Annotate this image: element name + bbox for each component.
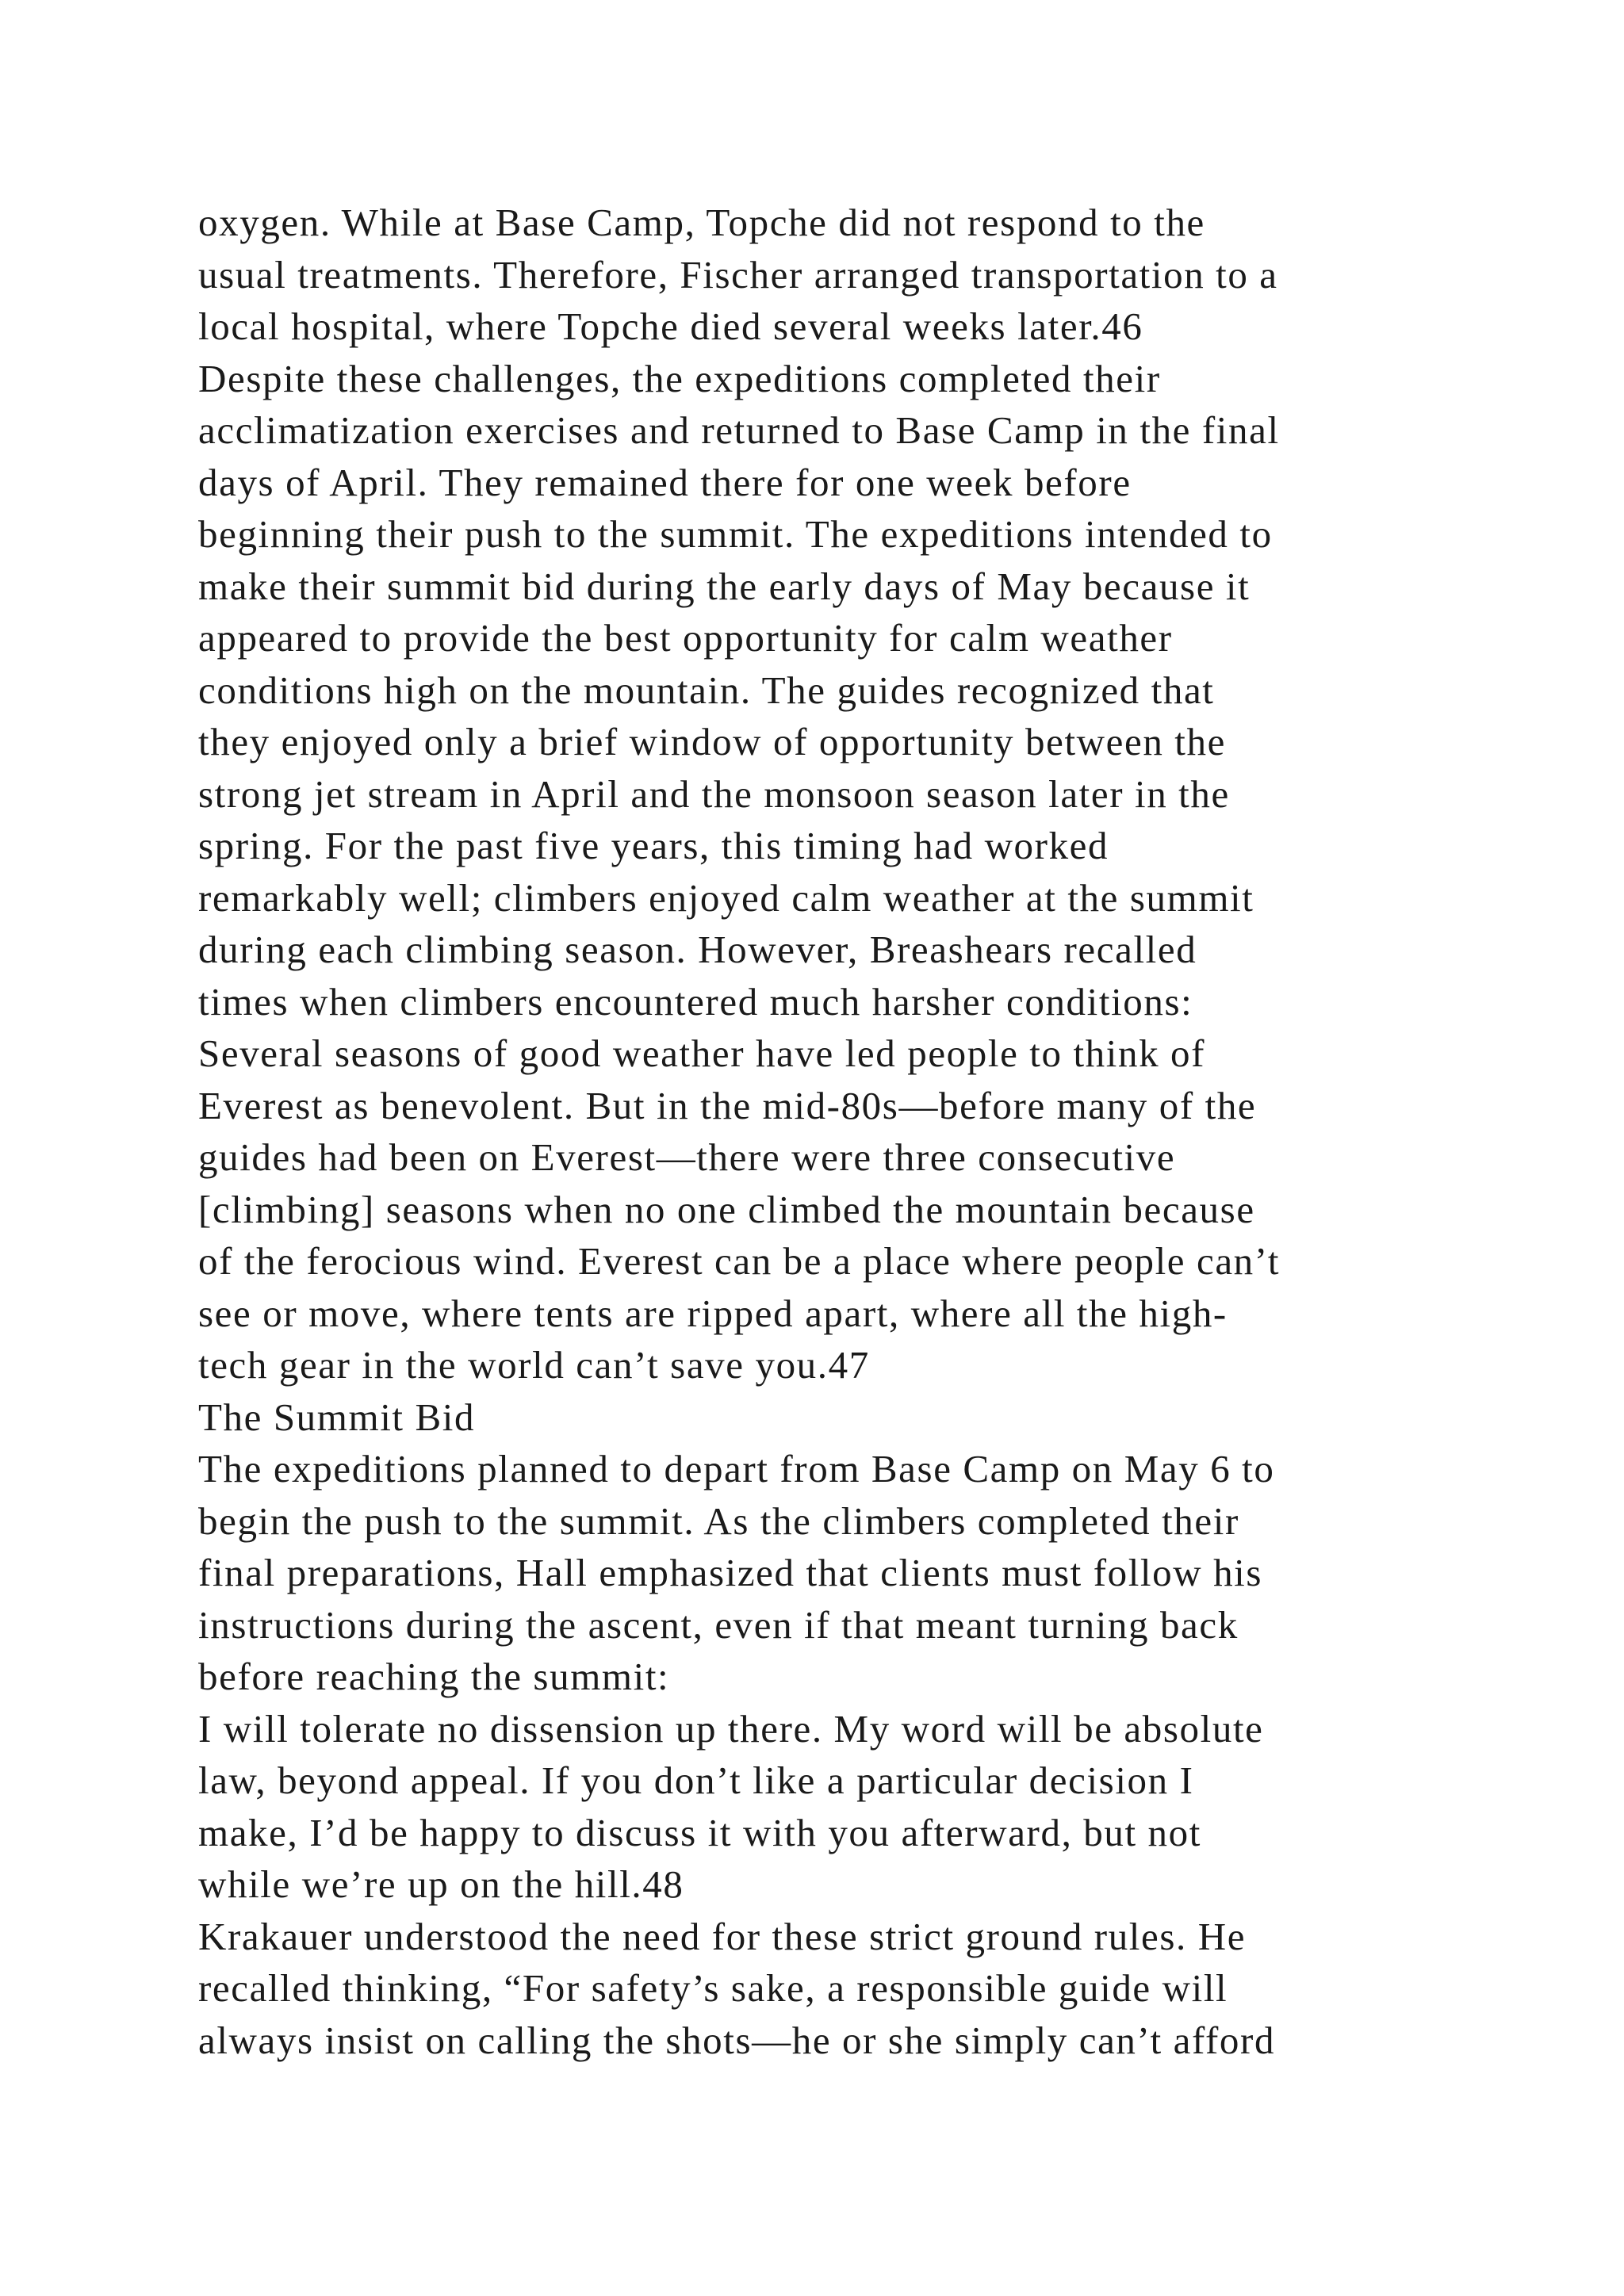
text-line: make their summit bid during the early days of May because it [198, 564, 1251, 608]
body-text [198, 197, 1515, 2066]
text-line: see or move, where tents are ripped apart, where all the high- [198, 1291, 1228, 1335]
text-line: final preparations, Hall emphasized that clients must follow his [198, 1551, 1263, 1594]
section-heading: The Summit Bid [198, 1395, 476, 1439]
text-line: I will tolerate no dissension up there. My word will be absolute [198, 1706, 1264, 1751]
text-line: appeared to provide the best opportunity for calm weather [198, 616, 1173, 660]
text-line: strong jet stream in April and the monsoon season later in the [198, 771, 1230, 816]
text-line: always insist on calling the shots—he or she simply can’t afford [198, 2018, 1276, 2062]
text-line: recalled thinking, “For safety’s sake, a responsible guide will [198, 1966, 1228, 2010]
text-line: during each climbing season. However, Breashears recalled [198, 928, 1197, 971]
text-line: beginning their push to the summit. The expeditions intended to [198, 512, 1273, 556]
text-line: instructions during the ascent, even if that meant turning back [198, 1602, 1239, 1647]
text-line: make, I’d be happy to discuss it with you afterward, but not [198, 1810, 1201, 1854]
text-line: while we’re up on the hill.48 [198, 1862, 684, 1906]
text-line: Despite these challenges, the expeditions completed their [198, 356, 1161, 400]
text-line: guides had been on Everest—there were three consecutive [198, 1135, 1176, 1179]
text-line: Krakauer understood the need for these strict ground rules. He [198, 1914, 1247, 1958]
text-line: acclimatization exercises and returned to Base Camp in the final [198, 408, 1280, 452]
text-line: Everest as benevolent. But in the mid-80s—before many of the [198, 1083, 1257, 1127]
text-line: [climbing] seasons when no one climbed the mountain because [198, 1187, 1255, 1231]
text-line: law, beyond appeal. If you don’t like a particular decision I [198, 1758, 1194, 1802]
text-line: of the ferocious wind. Everest can be a place where people can’t [198, 1239, 1281, 1283]
text-line: oxygen. While at Base Camp, Topche did not respond to the [198, 201, 1205, 244]
text-line: times when climbers encountered much harsher conditions: [198, 979, 1193, 1024]
text-line: remarkably well; climbers enjoyed calm weather at the summit [198, 875, 1254, 920]
text-line: begin the push to the summit. As the climbers completed their [198, 1498, 1239, 1543]
text-line: Several seasons of good weather have led people to think of [198, 1031, 1206, 1075]
text-line: usual treatments. Therefore, Fischer arranged transportation to a [198, 252, 1278, 297]
text-line: they enjoyed only a brief window of opportunity between the [198, 720, 1226, 763]
text-line: conditions high on the mountain. The guides recognized that [198, 668, 1215, 712]
text-line: spring. For the past five years, this timing had worked [198, 824, 1109, 867]
text-line: local hospital, where Topche died several weeks later.46 [198, 304, 1143, 348]
text-line: days of April. They remained there for one week before [198, 460, 1132, 504]
text-line: before reaching the summit: [198, 1655, 670, 1698]
text-line: The expeditions planned to depart from Base Camp on May 6 to [198, 1447, 1275, 1490]
text-line: tech gear in the world can’t save you.47 [198, 1343, 870, 1387]
